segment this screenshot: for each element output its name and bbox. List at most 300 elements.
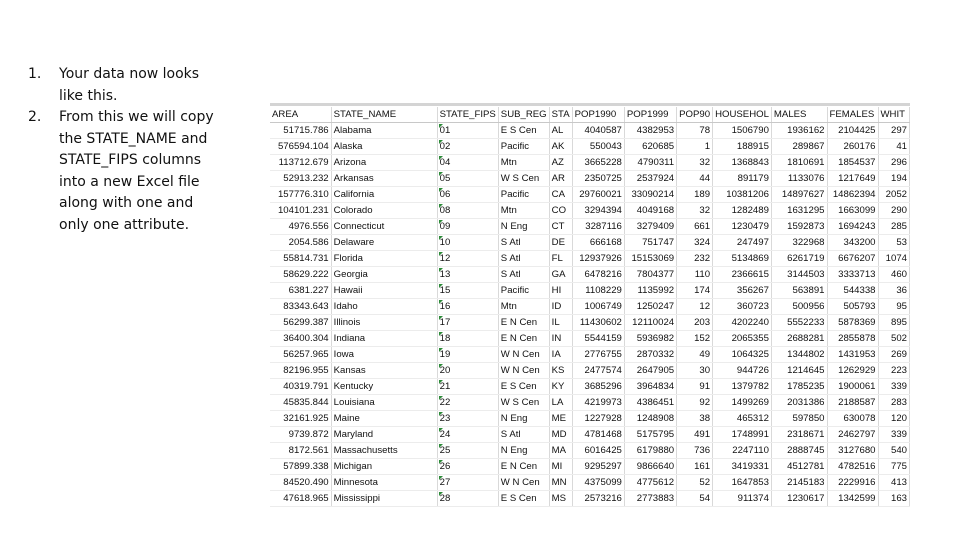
cell-pop1990[interactable]: 1108229 (572, 283, 624, 299)
cell-state-name[interactable]: Georgia (331, 267, 437, 283)
cell-sub-region[interactable]: E S Cen (498, 491, 549, 507)
cell-state-fips[interactable]: 10 (437, 235, 498, 251)
cell-pop90-sqmi[interactable]: 78 (677, 123, 713, 139)
cell-pop90-sqmi[interactable]: 91 (677, 379, 713, 395)
cell-pop1999[interactable]: 15153069 (624, 251, 676, 267)
cell-pop90-sqmi[interactable]: 44 (677, 171, 713, 187)
cell-males[interactable]: 289867 (771, 139, 827, 155)
cell-area[interactable]: 58629.222 (270, 267, 331, 283)
cell-state-fips[interactable]: 25 (437, 443, 498, 459)
cell-pop1999[interactable]: 4386451 (624, 395, 676, 411)
cell-pop1990[interactable]: 6016425 (572, 443, 624, 459)
cell-females[interactable]: 3127680 (827, 443, 878, 459)
cell-state-name[interactable]: Kansas (331, 363, 437, 379)
cell-households[interactable]: 1748991 (713, 427, 772, 443)
cell-households[interactable]: 2366615 (713, 267, 772, 283)
cell-males[interactable]: 1785235 (771, 379, 827, 395)
cell-white[interactable]: 269 (878, 347, 910, 363)
column-header-females[interactable]: FEMALES (827, 107, 878, 123)
cell-state-name[interactable]: Idaho (331, 299, 437, 315)
cell-males[interactable]: 1133076 (771, 171, 827, 187)
cell-state-fips[interactable]: 09 (437, 219, 498, 235)
cell-white[interactable]: 41 (878, 139, 910, 155)
cell-females[interactable]: 1900061 (827, 379, 878, 395)
cell-sub-region[interactable]: S Atl (498, 267, 549, 283)
column-header-sub-region[interactable]: SUB_REG (498, 107, 549, 123)
cell-pop1990[interactable]: 4219973 (572, 395, 624, 411)
cell-sub-region[interactable]: W N Cen (498, 363, 549, 379)
cell-area[interactable]: 40319.791 (270, 379, 331, 395)
cell-pop1999[interactable]: 2870332 (624, 347, 676, 363)
cell-state-fips[interactable]: 18 (437, 331, 498, 347)
cell-white[interactable]: 283 (878, 395, 910, 411)
cell-area[interactable]: 113712.679 (270, 155, 331, 171)
cell-state-abbr[interactable]: CA (549, 187, 572, 203)
cell-males[interactable]: 3144503 (771, 267, 827, 283)
cell-pop1990[interactable]: 4781468 (572, 427, 624, 443)
cell-females[interactable]: 260176 (827, 139, 878, 155)
cell-area[interactable]: 36400.304 (270, 331, 331, 347)
cell-area[interactable]: 576594.104 (270, 139, 331, 155)
cell-state-abbr[interactable]: CO (549, 203, 572, 219)
cell-sub-region[interactable]: Pacific (498, 187, 549, 203)
cell-pop1999[interactable]: 4790311 (624, 155, 676, 171)
cell-area[interactable]: 56257.965 (270, 347, 331, 363)
cell-white[interactable]: 1074 (878, 251, 910, 267)
cell-white[interactable]: 339 (878, 427, 910, 443)
cell-pop1990[interactable]: 3294394 (572, 203, 624, 219)
cell-males[interactable]: 1631295 (771, 203, 827, 219)
column-header-males[interactable]: MALES (771, 107, 827, 123)
cell-females[interactable]: 1663099 (827, 203, 878, 219)
cell-pop1990[interactable]: 2477574 (572, 363, 624, 379)
cell-white[interactable]: 95 (878, 299, 910, 315)
cell-females[interactable]: 3333713 (827, 267, 878, 283)
cell-area[interactable]: 55814.731 (270, 251, 331, 267)
cell-pop1990[interactable]: 550043 (572, 139, 624, 155)
cell-pop1990[interactable]: 2350725 (572, 171, 624, 187)
cell-state-fips[interactable]: 08 (437, 203, 498, 219)
cell-state-abbr[interactable]: FL (549, 251, 572, 267)
cell-state-abbr[interactable]: MI (549, 459, 572, 475)
cell-pop90-sqmi[interactable]: 52 (677, 475, 713, 491)
cell-state-name[interactable]: Louisiana (331, 395, 437, 411)
cell-sub-region[interactable]: W N Cen (498, 475, 549, 491)
cell-sub-region[interactable]: N Eng (498, 219, 549, 235)
cell-state-fips[interactable]: 17 (437, 315, 498, 331)
cell-state-fips[interactable]: 27 (437, 475, 498, 491)
cell-pop90-sqmi[interactable]: 203 (677, 315, 713, 331)
cell-pop1999[interactable]: 620685 (624, 139, 676, 155)
column-header-area[interactable]: AREA (270, 107, 331, 123)
cell-state-abbr[interactable]: IN (549, 331, 572, 347)
column-header-pop1999[interactable]: POP1999 (624, 107, 676, 123)
cell-white[interactable]: 296 (878, 155, 910, 171)
cell-pop90-sqmi[interactable]: 152 (677, 331, 713, 347)
cell-area[interactable]: 32161.925 (270, 411, 331, 427)
cell-pop90-sqmi[interactable]: 324 (677, 235, 713, 251)
cell-females[interactable]: 5878369 (827, 315, 878, 331)
cell-pop90-sqmi[interactable]: 174 (677, 283, 713, 299)
cell-state-name[interactable]: Delaware (331, 235, 437, 251)
cell-state-fips[interactable]: 05 (437, 171, 498, 187)
cell-males[interactable]: 14897627 (771, 187, 827, 203)
cell-pop1990[interactable]: 12937926 (572, 251, 624, 267)
column-header-state-fips[interactable]: STATE_FIPS (437, 107, 498, 123)
cell-pop90-sqmi[interactable]: 661 (677, 219, 713, 235)
cell-males[interactable]: 1592873 (771, 219, 827, 235)
cell-pop1999[interactable]: 1135992 (624, 283, 676, 299)
cell-pop90-sqmi[interactable]: 232 (677, 251, 713, 267)
cell-females[interactable]: 1217649 (827, 171, 878, 187)
cell-pop90-sqmi[interactable]: 12 (677, 299, 713, 315)
cell-state-abbr[interactable]: LA (549, 395, 572, 411)
cell-households[interactable]: 2247110 (713, 443, 772, 459)
cell-males[interactable]: 563891 (771, 283, 827, 299)
cell-households[interactable]: 4202240 (713, 315, 772, 331)
cell-households[interactable]: 360723 (713, 299, 772, 315)
cell-sub-region[interactable]: Mtn (498, 155, 549, 171)
column-header-pop90-sqmi[interactable]: POP90 (677, 107, 713, 123)
cell-males[interactable]: 597850 (771, 411, 827, 427)
column-header-state-name[interactable]: STATE_NAME (331, 107, 437, 123)
cell-white[interactable]: 223 (878, 363, 910, 379)
cell-males[interactable]: 6261719 (771, 251, 827, 267)
cell-white[interactable]: 285 (878, 219, 910, 235)
cell-males[interactable]: 1810691 (771, 155, 827, 171)
cell-females[interactable]: 1694243 (827, 219, 878, 235)
cell-pop90-sqmi[interactable]: 189 (677, 187, 713, 203)
cell-state-fips[interactable]: 28 (437, 491, 498, 507)
cell-sub-region[interactable]: E S Cen (498, 123, 549, 139)
cell-pop1990[interactable]: 6478216 (572, 267, 624, 283)
cell-pop90-sqmi[interactable]: 30 (677, 363, 713, 379)
cell-households[interactable]: 1230479 (713, 219, 772, 235)
cell-households[interactable]: 247497 (713, 235, 772, 251)
cell-households[interactable]: 5134869 (713, 251, 772, 267)
cell-males[interactable]: 1230617 (771, 491, 827, 507)
cell-state-name[interactable]: Maine (331, 411, 437, 427)
cell-state-abbr[interactable]: MS (549, 491, 572, 507)
cell-sub-region[interactable]: S Atl (498, 251, 549, 267)
cell-pop1999[interactable]: 7804377 (624, 267, 676, 283)
cell-state-fips[interactable]: 15 (437, 283, 498, 299)
cell-pop90-sqmi[interactable]: 92 (677, 395, 713, 411)
cell-pop1999[interactable]: 3964834 (624, 379, 676, 395)
cell-sub-region[interactable]: N Eng (498, 411, 549, 427)
cell-sub-region[interactable]: W S Cen (498, 171, 549, 187)
cell-area[interactable]: 9739.872 (270, 427, 331, 443)
cell-pop90-sqmi[interactable]: 32 (677, 155, 713, 171)
cell-state-abbr[interactable]: AL (549, 123, 572, 139)
cell-white[interactable]: 53 (878, 235, 910, 251)
cell-households[interactable]: 1647853 (713, 475, 772, 491)
cell-households[interactable]: 356267 (713, 283, 772, 299)
cell-state-abbr[interactable]: AK (549, 139, 572, 155)
cell-state-fips[interactable]: 06 (437, 187, 498, 203)
cell-households[interactable]: 891179 (713, 171, 772, 187)
cell-white[interactable]: 413 (878, 475, 910, 491)
cell-pop1999[interactable]: 4049168 (624, 203, 676, 219)
cell-state-abbr[interactable]: HI (549, 283, 572, 299)
cell-pop1990[interactable]: 3685296 (572, 379, 624, 395)
cell-white[interactable]: 36 (878, 283, 910, 299)
cell-females[interactable]: 544338 (827, 283, 878, 299)
cell-pop90-sqmi[interactable]: 161 (677, 459, 713, 475)
cell-males[interactable]: 4512781 (771, 459, 827, 475)
cell-white[interactable]: 120 (878, 411, 910, 427)
cell-state-abbr[interactable]: GA (549, 267, 572, 283)
cell-sub-region[interactable]: S Atl (498, 235, 549, 251)
cell-pop1999[interactable]: 751747 (624, 235, 676, 251)
cell-pop1999[interactable]: 6179880 (624, 443, 676, 459)
cell-state-name[interactable]: Florida (331, 251, 437, 267)
cell-females[interactable]: 2104425 (827, 123, 878, 139)
cell-area[interactable]: 6381.227 (270, 283, 331, 299)
cell-pop90-sqmi[interactable]: 110 (677, 267, 713, 283)
cell-households[interactable]: 1499269 (713, 395, 772, 411)
cell-males[interactable]: 322968 (771, 235, 827, 251)
cell-sub-region[interactable]: N Eng (498, 443, 549, 459)
cell-sub-region[interactable]: E S Cen (498, 379, 549, 395)
cell-white[interactable]: 290 (878, 203, 910, 219)
cell-state-name[interactable]: Iowa (331, 347, 437, 363)
cell-state-name[interactable]: Indiana (331, 331, 437, 347)
cell-households[interactable]: 1282489 (713, 203, 772, 219)
cell-pop90-sqmi[interactable]: 491 (677, 427, 713, 443)
cell-state-abbr[interactable]: KS (549, 363, 572, 379)
cell-females[interactable]: 1262929 (827, 363, 878, 379)
cell-state-name[interactable]: Maryland (331, 427, 437, 443)
cell-pop1990[interactable]: 4040587 (572, 123, 624, 139)
cell-state-name[interactable]: Massachusetts (331, 443, 437, 459)
cell-households[interactable]: 1379782 (713, 379, 772, 395)
cell-males[interactable]: 2031386 (771, 395, 827, 411)
cell-pop1999[interactable]: 12110024 (624, 315, 676, 331)
cell-females[interactable]: 2229916 (827, 475, 878, 491)
cell-area[interactable]: 2054.586 (270, 235, 331, 251)
cell-males[interactable]: 1344802 (771, 347, 827, 363)
cell-pop1999[interactable]: 4775612 (624, 475, 676, 491)
cell-state-fips[interactable]: 13 (437, 267, 498, 283)
cell-state-name[interactable]: Alaska (331, 139, 437, 155)
cell-white[interactable]: 775 (878, 459, 910, 475)
cell-state-abbr[interactable]: AZ (549, 155, 572, 171)
cell-males[interactable]: 1936162 (771, 123, 827, 139)
cell-households[interactable]: 944726 (713, 363, 772, 379)
cell-pop1999[interactable]: 9866640 (624, 459, 676, 475)
cell-households[interactable]: 1064325 (713, 347, 772, 363)
cell-white[interactable]: 194 (878, 171, 910, 187)
cell-males[interactable]: 2145183 (771, 475, 827, 491)
cell-white[interactable]: 163 (878, 491, 910, 507)
cell-females[interactable]: 1342599 (827, 491, 878, 507)
cell-state-fips[interactable]: 12 (437, 251, 498, 267)
cell-females[interactable]: 6676207 (827, 251, 878, 267)
cell-pop1999[interactable]: 33090214 (624, 187, 676, 203)
cell-pop1990[interactable]: 1227928 (572, 411, 624, 427)
cell-state-abbr[interactable]: IA (549, 347, 572, 363)
cell-pop90-sqmi[interactable]: 38 (677, 411, 713, 427)
cell-state-name[interactable]: Alabama (331, 123, 437, 139)
cell-state-fips[interactable]: 02 (437, 139, 498, 155)
cell-state-name[interactable]: Michigan (331, 459, 437, 475)
cell-sub-region[interactable]: E N Cen (498, 315, 549, 331)
column-header-households[interactable]: HOUSEHOL (713, 107, 772, 123)
cell-white[interactable]: 297 (878, 123, 910, 139)
column-header-pop1990[interactable]: POP1990 (572, 107, 624, 123)
cell-state-name[interactable]: Connecticut (331, 219, 437, 235)
cell-pop1990[interactable]: 11430602 (572, 315, 624, 331)
cell-white[interactable]: 540 (878, 443, 910, 459)
cell-pop1990[interactable]: 2776755 (572, 347, 624, 363)
cell-state-fips[interactable]: 01 (437, 123, 498, 139)
cell-pop1990[interactable]: 4375099 (572, 475, 624, 491)
cell-sub-region[interactable]: Pacific (498, 283, 549, 299)
cell-pop1990[interactable]: 9295297 (572, 459, 624, 475)
cell-state-abbr[interactable]: IL (549, 315, 572, 331)
cell-households[interactable]: 3419331 (713, 459, 772, 475)
cell-state-fips[interactable]: 23 (437, 411, 498, 427)
cell-state-abbr[interactable]: MD (549, 427, 572, 443)
cell-households[interactable]: 10381206 (713, 187, 772, 203)
cell-pop1999[interactable]: 2647905 (624, 363, 676, 379)
cell-females[interactable]: 2462797 (827, 427, 878, 443)
cell-females[interactable]: 630078 (827, 411, 878, 427)
cell-pop1990[interactable]: 5544159 (572, 331, 624, 347)
cell-state-abbr[interactable]: MA (549, 443, 572, 459)
cell-females[interactable]: 2855878 (827, 331, 878, 347)
cell-state-name[interactable]: Illinois (331, 315, 437, 331)
cell-sub-region[interactable]: Pacific (498, 139, 549, 155)
cell-area[interactable]: 8172.561 (270, 443, 331, 459)
cell-state-fips[interactable]: 26 (437, 459, 498, 475)
cell-females[interactable]: 1431953 (827, 347, 878, 363)
cell-area[interactable]: 157776.310 (270, 187, 331, 203)
cell-pop1990[interactable]: 3665228 (572, 155, 624, 171)
cell-pop1999[interactable]: 1248908 (624, 411, 676, 427)
cell-area[interactable]: 45835.844 (270, 395, 331, 411)
cell-white[interactable]: 339 (878, 379, 910, 395)
cell-pop1999[interactable]: 2537924 (624, 171, 676, 187)
cell-white[interactable]: 460 (878, 267, 910, 283)
cell-sub-region[interactable]: E N Cen (498, 459, 549, 475)
cell-sub-region[interactable]: W N Cen (498, 347, 549, 363)
cell-state-name[interactable]: Arkansas (331, 171, 437, 187)
cell-state-abbr[interactable]: CT (549, 219, 572, 235)
cell-state-abbr[interactable]: KY (549, 379, 572, 395)
cell-males[interactable]: 1214645 (771, 363, 827, 379)
cell-state-name[interactable]: Kentucky (331, 379, 437, 395)
cell-state-abbr[interactable]: ID (549, 299, 572, 315)
cell-area[interactable]: 47618.965 (270, 491, 331, 507)
cell-area[interactable]: 4976.556 (270, 219, 331, 235)
cell-pop1999[interactable]: 2773883 (624, 491, 676, 507)
cell-pop1999[interactable]: 3279409 (624, 219, 676, 235)
cell-pop1990[interactable]: 666168 (572, 235, 624, 251)
cell-males[interactable]: 500956 (771, 299, 827, 315)
cell-sub-region[interactable]: S Atl (498, 427, 549, 443)
cell-area[interactable]: 84520.490 (270, 475, 331, 491)
cell-state-fips[interactable]: 20 (437, 363, 498, 379)
cell-area[interactable]: 57899.338 (270, 459, 331, 475)
cell-state-fips[interactable]: 16 (437, 299, 498, 315)
cell-females[interactable]: 2188587 (827, 395, 878, 411)
cell-males[interactable]: 5552233 (771, 315, 827, 331)
cell-area[interactable]: 51715.786 (270, 123, 331, 139)
cell-state-name[interactable]: Hawaii (331, 283, 437, 299)
cell-females[interactable]: 343200 (827, 235, 878, 251)
cell-white[interactable]: 895 (878, 315, 910, 331)
cell-females[interactable]: 14862394 (827, 187, 878, 203)
cell-males[interactable]: 2318671 (771, 427, 827, 443)
cell-pop1990[interactable]: 2573216 (572, 491, 624, 507)
cell-sub-region[interactable]: Mtn (498, 299, 549, 315)
cell-state-abbr[interactable]: DE (549, 235, 572, 251)
cell-state-name[interactable]: California (331, 187, 437, 203)
column-header-state-abbr[interactable]: STA (549, 107, 572, 123)
cell-area[interactable]: 52913.232 (270, 171, 331, 187)
cell-households[interactable]: 911374 (713, 491, 772, 507)
cell-pop1999[interactable]: 4382953 (624, 123, 676, 139)
cell-state-name[interactable]: Minnesota (331, 475, 437, 491)
cell-state-abbr[interactable]: MN (549, 475, 572, 491)
cell-pop1999[interactable]: 1250247 (624, 299, 676, 315)
cell-females[interactable]: 1854537 (827, 155, 878, 171)
cell-pop1999[interactable]: 5936982 (624, 331, 676, 347)
column-header-white[interactable]: WHIT (878, 107, 910, 123)
cell-males[interactable]: 2888745 (771, 443, 827, 459)
cell-state-fips[interactable]: 21 (437, 379, 498, 395)
cell-white[interactable]: 502 (878, 331, 910, 347)
cell-females[interactable]: 4782516 (827, 459, 878, 475)
cell-pop90-sqmi[interactable]: 32 (677, 203, 713, 219)
cell-females[interactable]: 505793 (827, 299, 878, 315)
cell-area[interactable]: 104101.231 (270, 203, 331, 219)
cell-households[interactable]: 1506790 (713, 123, 772, 139)
cell-sub-region[interactable]: Mtn (498, 203, 549, 219)
cell-area[interactable]: 56299.387 (270, 315, 331, 331)
cell-pop1990[interactable]: 1006749 (572, 299, 624, 315)
cell-sub-region[interactable]: W S Cen (498, 395, 549, 411)
cell-state-abbr[interactable]: ME (549, 411, 572, 427)
cell-state-fips[interactable]: 04 (437, 155, 498, 171)
cell-pop90-sqmi[interactable]: 54 (677, 491, 713, 507)
cell-state-fips[interactable]: 19 (437, 347, 498, 363)
cell-households[interactable]: 2065355 (713, 331, 772, 347)
cell-state-name[interactable]: Mississippi (331, 491, 437, 507)
cell-pop90-sqmi[interactable]: 49 (677, 347, 713, 363)
cell-white[interactable]: 2052 (878, 187, 910, 203)
cell-state-name[interactable]: Colorado (331, 203, 437, 219)
cell-households[interactable]: 465312 (713, 411, 772, 427)
cell-pop90-sqmi[interactable]: 736 (677, 443, 713, 459)
cell-state-name[interactable]: Arizona (331, 155, 437, 171)
cell-pop1990[interactable]: 29760021 (572, 187, 624, 203)
cell-pop90-sqmi[interactable]: 1 (677, 139, 713, 155)
cell-households[interactable]: 188915 (713, 139, 772, 155)
cell-males[interactable]: 2688281 (771, 331, 827, 347)
cell-pop1999[interactable]: 5175795 (624, 427, 676, 443)
cell-state-abbr[interactable]: AR (549, 171, 572, 187)
cell-state-fips[interactable]: 24 (437, 427, 498, 443)
cell-sub-region[interactable]: E N Cen (498, 331, 549, 347)
cell-pop1990[interactable]: 3287116 (572, 219, 624, 235)
cell-state-fips[interactable]: 22 (437, 395, 498, 411)
cell-area[interactable]: 82196.955 (270, 363, 331, 379)
cell-households[interactable]: 1368843 (713, 155, 772, 171)
cell-area[interactable]: 83343.643 (270, 299, 331, 315)
